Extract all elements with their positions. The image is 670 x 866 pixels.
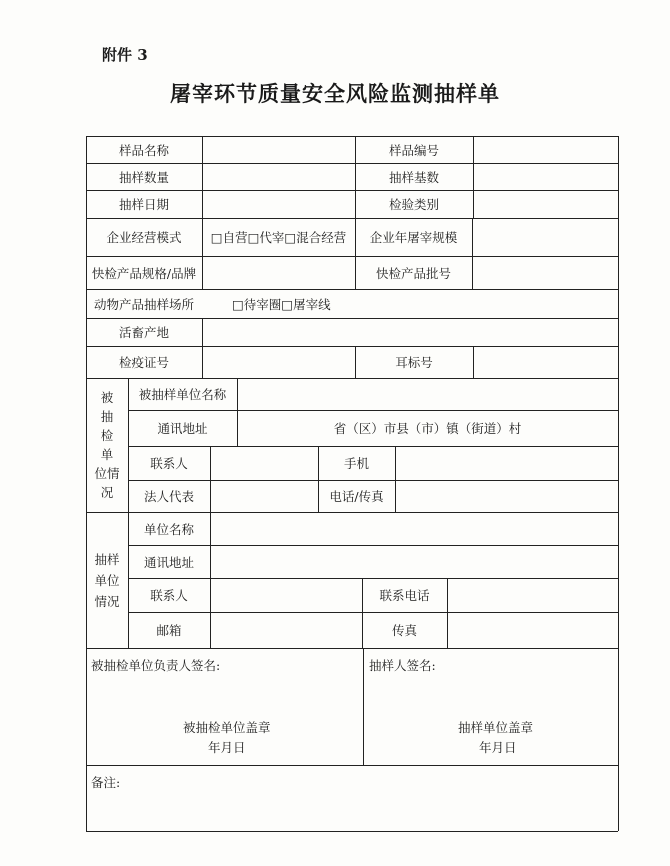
sampling-unit-email-field[interactable] (210, 612, 362, 648)
sampled-unit-phone-fax-label: 电话/传真 (329, 489, 384, 504)
business-mode-label: 企业经营模式 (106, 230, 182, 245)
sampled-head-signature-label: 被抽检单位负责人签名: (91, 658, 221, 673)
sampled-unit-name-label: 被抽样单位名称 (138, 387, 227, 402)
livestock-origin-label: 活畜产地 (118, 325, 169, 340)
sampled-signature-area[interactable] (86, 672, 363, 712)
business-mode-options[interactable]: □自营□代宰□混合经营 (210, 230, 347, 245)
sampling-unit-name-label: 单位名称 (143, 521, 194, 537)
sample-name-field[interactable] (202, 136, 355, 163)
sampling-unit-date-label: 年月日 (479, 740, 517, 755)
sampling-quantity-field[interactable] (202, 163, 355, 190)
sample-number-field[interactable] (473, 136, 618, 163)
sampled-unit-section-label: 被 抽 检 单 位 情 况 (94, 390, 120, 500)
rapid-test-spec-label: 快检产品规格/品牌 (91, 265, 197, 281)
sampled-unit-mobile-label: 手机 (343, 456, 369, 471)
inspection-type-label: 检验类别 (388, 197, 439, 212)
quarantine-cert-field[interactable] (202, 346, 355, 378)
sampled-unit-legal-rep-field[interactable] (210, 480, 318, 512)
rapid-test-batch-label: 快检产品批号 (375, 265, 451, 281)
sampling-unit-address-label: 通讯地址 (143, 554, 194, 570)
sampling-unit-contact-field[interactable] (210, 578, 362, 612)
rapid-test-spec-field[interactable] (202, 256, 355, 289)
sampling-unit-contact-label: 联系人 (150, 588, 188, 603)
ear-tag-field[interactable] (473, 346, 618, 378)
sampled-unit-contact-label: 联系人 (150, 456, 188, 471)
annual-slaughter-scale-label: 企业年屠宰规模 (369, 230, 458, 245)
sampling-unit-section-label: 抽 样 单 位 情 况 (94, 551, 120, 609)
attachment-label: 附件 3 (102, 46, 148, 64)
sampled-unit-legal-rep-label: 法人代表 (143, 489, 194, 504)
sampling-unit-phone-field[interactable] (447, 578, 618, 612)
annual-slaughter-scale-field[interactable] (472, 218, 618, 256)
remarks-label: 备注: (91, 775, 121, 790)
ear-tag-label: 耳标号 (395, 355, 433, 370)
sampling-unit-fax-label: 传真 (391, 623, 417, 638)
sampling-date-label: 抽样日期 (118, 197, 169, 212)
sampling-site-label: 动物产品抽样场所 (93, 296, 194, 312)
sampled-unit-mobile-field[interactable] (395, 446, 618, 480)
sampled-unit-name-field[interactable] (237, 378, 618, 410)
rapid-test-batch-field[interactable] (472, 256, 618, 289)
sampled-unit-date-label: 年月日 (208, 740, 246, 755)
sampled-unit-address-field[interactable]: 省（区）市县（市）镇（街道）村 (333, 421, 522, 436)
sampling-unit-fax-field[interactable] (447, 612, 618, 648)
sampling-base-label: 抽样基数 (388, 169, 439, 185)
remarks-field[interactable] (130, 770, 610, 826)
sampled-unit-phone-fax-field[interactable] (395, 480, 618, 512)
quarantine-cert-label: 检疫证号 (118, 355, 169, 370)
sampled-unit-seal-label: 被抽检单位盖章 (183, 720, 271, 735)
sampling-unit-seal-label: 抽样单位盖章 (458, 720, 534, 735)
sampler-signature-label: 抽样人签名: (369, 658, 436, 673)
sampling-unit-email-label: 邮箱 (156, 623, 182, 638)
sampling-site-options[interactable]: □待宰圈□屠宰线 (232, 296, 331, 312)
sample-name-label: 样品名称 (118, 142, 169, 158)
sampled-unit-address-label: 通讯地址 (157, 421, 208, 436)
sampling-quantity-label: 抽样数量 (118, 169, 169, 185)
sampling-base-field[interactable] (473, 163, 618, 190)
livestock-origin-field[interactable] (202, 318, 618, 346)
sampled-unit-contact-field[interactable] (210, 446, 318, 480)
sampling-unit-name-field[interactable] (210, 512, 618, 545)
sampling-unit-phone-label: 联系电话 (379, 588, 430, 603)
page-title: 屠宰环节质量安全风险监测抽样单 (170, 81, 500, 106)
inspection-type-field[interactable] (473, 190, 618, 218)
sample-number-label: 样品编号 (388, 142, 439, 158)
sampling-unit-address-field[interactable] (210, 545, 618, 578)
sampling-date-field[interactable] (202, 190, 355, 218)
sampler-signature-area[interactable] (363, 672, 618, 712)
